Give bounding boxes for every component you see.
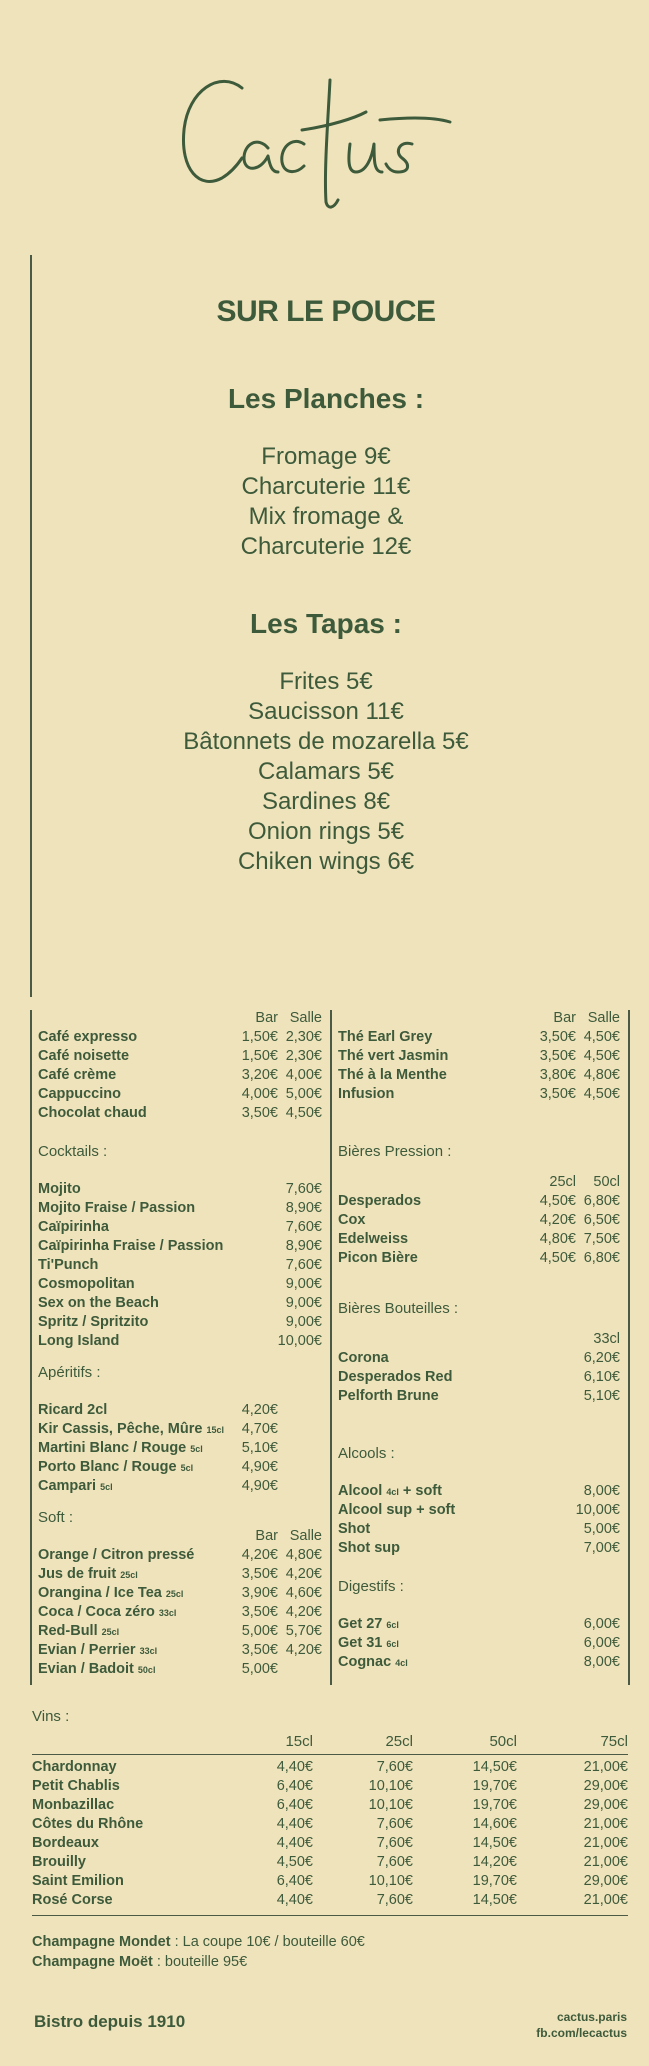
price-salle: 2,30€: [285, 1048, 322, 1064]
table-row: [32, 1797, 628, 1816]
alcools-heading: Alcools :: [338, 1445, 395, 1462]
item-name: Sex on the Beach: [38, 1295, 159, 1311]
wine-name: Chardonnay: [32, 1759, 117, 1775]
price-15cl: 4,40€: [276, 1835, 313, 1851]
planches-list: [32, 442, 620, 562]
list-item: [338, 1048, 620, 1067]
item-name: Shot sup: [338, 1540, 401, 1556]
price-salle: 5,00€: [285, 1086, 322, 1102]
price: 9,00€: [285, 1295, 322, 1311]
price-bar: 3,80€: [539, 1067, 576, 1083]
wine-name: Petit Chablis: [32, 1778, 120, 1794]
item-name: Long Island: [38, 1333, 120, 1349]
price-bar: 3,50€: [241, 1604, 278, 1620]
list-item: [38, 1642, 322, 1661]
list-item: [338, 1193, 620, 1212]
price: 4,90€: [241, 1478, 278, 1494]
list-item: [338, 1540, 620, 1559]
list-item: [38, 1105, 322, 1124]
item-name: Corona: [338, 1350, 389, 1366]
item-name: Get 31 6cl: [338, 1635, 399, 1651]
price-15cl: 6,40€: [276, 1778, 313, 1794]
price: 6,10€: [583, 1369, 620, 1385]
champagne-list: [32, 1932, 365, 1972]
item-name: Jus de fruit 25cl: [38, 1566, 138, 1582]
price-bar: 5,00€: [241, 1661, 278, 1677]
item-name: Caïpirinha: [38, 1219, 109, 1235]
price-75cl: 21,00€: [583, 1835, 628, 1851]
list-item: [338, 1231, 620, 1250]
planches-heading: Les Planches :: [227, 383, 425, 414]
tapas-item: Onion rings 5€: [247, 818, 405, 845]
item-name: Thé vert Jasmin: [338, 1048, 449, 1064]
price-25cl: 10,10€: [368, 1797, 413, 1813]
tapas-item: Sardines 8€: [261, 788, 391, 815]
tapas-item: Bâtonnets de mozarella 5€: [183, 728, 469, 755]
list-item: [338, 1616, 620, 1635]
item-name: Chocolat chaud: [38, 1105, 147, 1121]
hot-drinks-list: [38, 1029, 322, 1124]
aperitifs-heading: Apéritifs :: [38, 1364, 101, 1381]
col-header-25cl: 25cl: [385, 1733, 413, 1750]
price-15cl: 6,40€: [276, 1873, 313, 1889]
price-salle: 4,80€: [285, 1547, 322, 1563]
item-name: Thé à la Menthe: [338, 1067, 447, 1083]
item-name: Desperados: [338, 1193, 422, 1209]
item-name: Edelweiss: [338, 1231, 409, 1247]
item-name: Ricard 2cl: [38, 1402, 108, 1418]
wine-name: Monbazillac: [32, 1797, 115, 1813]
price-50cl: 14,20€: [472, 1854, 517, 1870]
price: 7,60€: [285, 1219, 322, 1235]
price-75cl: 21,00€: [583, 1759, 628, 1775]
list-item: [338, 1067, 620, 1086]
list-item: [38, 1333, 322, 1352]
price-salle: 4,00€: [285, 1067, 322, 1083]
footer-links: [536, 2009, 627, 2041]
tapas-item: Calamars 5€: [257, 758, 395, 785]
price-25cl: 4,50€: [539, 1250, 576, 1266]
drinks-right-column: [334, 1010, 630, 1685]
planche-item: Charcuterie 12€: [240, 533, 412, 560]
list-item: [38, 1623, 322, 1642]
planche-item: Fromage 9€: [261, 443, 391, 470]
item-name: Red-Bull 25cl: [38, 1623, 120, 1639]
price-15cl: 4,40€: [276, 1892, 313, 1908]
tea-list: [338, 1029, 620, 1105]
list-item: [338, 1086, 620, 1105]
item-name: Picon Bière: [338, 1250, 418, 1266]
vins-list: [32, 1755, 628, 1916]
list-item: [38, 1604, 322, 1623]
wine-name: Saint Emilion: [32, 1873, 124, 1889]
price-bar: 5,00€: [241, 1623, 278, 1639]
item-name: Alcool sup + soft: [338, 1502, 456, 1518]
item-name: Cappuccino: [38, 1086, 121, 1102]
table-row: [32, 1854, 628, 1873]
section-title: SUR LE POUCE: [216, 295, 436, 328]
vins-heading: Vins :: [32, 1708, 70, 1725]
item-name: Coca / Coca zéro 33cl: [38, 1604, 177, 1620]
price-75cl: 29,00€: [583, 1797, 628, 1813]
price-25cl: 7,60€: [376, 1816, 413, 1832]
list-item: [38, 1585, 322, 1604]
alcools-list: [338, 1483, 620, 1559]
list-item: [338, 1502, 620, 1521]
price-salle: 4,80€: [583, 1067, 620, 1083]
list-item: [38, 1238, 322, 1257]
col-header-25cl: 25cl: [549, 1174, 576, 1190]
drinks-left-column: [30, 1010, 332, 1685]
price: 6,00€: [583, 1635, 620, 1651]
col-header-15cl: 15cl: [285, 1733, 313, 1750]
price-75cl: 29,00€: [583, 1778, 628, 1794]
price-bar: 1,50€: [241, 1048, 278, 1064]
price-salle: 4,20€: [285, 1642, 322, 1658]
list-item: [338, 1029, 620, 1048]
champagne-price: : La coupe 10€ / bouteille 60€: [170, 1934, 365, 1950]
pression-heading: Bières Pression :: [338, 1143, 452, 1160]
list-item: [338, 1369, 620, 1388]
price-25cl: 10,10€: [368, 1778, 413, 1794]
price-bar: 4,20€: [241, 1547, 278, 1563]
item-name: Cosmopolitan: [38, 1276, 135, 1292]
tapas-item: Frites 5€: [279, 668, 373, 695]
price-75cl: 21,00€: [583, 1816, 628, 1832]
item-name: Kir Cassis, Pêche, Mûre 15cl: [38, 1421, 224, 1437]
list-item: [38, 1181, 322, 1200]
price-salle: 5,70€: [285, 1623, 322, 1639]
item-name: Get 27 6cl: [338, 1616, 399, 1632]
item-name: Cognac 4cl: [338, 1654, 408, 1670]
item-name: Café noisette: [38, 1048, 130, 1064]
wine-name: Brouilly: [32, 1854, 86, 1870]
price-bar: 3,50€: [539, 1048, 576, 1064]
price-bar: 3,50€: [241, 1642, 278, 1658]
tea-header: [338, 1010, 620, 1029]
price-bar: 3,90€: [241, 1585, 278, 1601]
price: 6,00€: [583, 1616, 620, 1632]
digestifs-heading: Digestifs :: [338, 1578, 404, 1595]
price-salle: 4,20€: [285, 1604, 322, 1620]
price-50cl: 7,50€: [583, 1231, 620, 1247]
champagne-name: Champagne Mondet: [32, 1934, 171, 1950]
sur-le-pouce-section: [30, 255, 620, 997]
list-item: [38, 1547, 322, 1566]
bouteilles-header: [338, 1331, 620, 1350]
tapas-item: Chiken wings 6€: [237, 848, 415, 875]
list-item: [338, 1635, 620, 1654]
price: 10,00€: [575, 1502, 620, 1518]
soft-heading: Soft :: [38, 1509, 74, 1526]
list-item: [38, 1048, 322, 1067]
price-50cl: 19,70€: [472, 1873, 517, 1889]
col-header-bar: Bar: [255, 1010, 278, 1026]
price-bar: 3,50€: [241, 1105, 278, 1121]
price-bar: 1,50€: [241, 1029, 278, 1045]
price-50cl: 14,50€: [472, 1759, 517, 1775]
list-item: [338, 1483, 620, 1502]
pression-header: [338, 1174, 620, 1193]
wine-name: Côtes du Rhône: [32, 1816, 144, 1832]
price: 9,00€: [285, 1276, 322, 1292]
item-name: Orangina / Ice Tea 25cl: [38, 1585, 184, 1601]
item-name: Caïpirinha Fraise / Passion: [38, 1238, 224, 1254]
price-bar: 3,50€: [241, 1566, 278, 1582]
list-item: [38, 1440, 322, 1459]
price-salle: 4,50€: [583, 1048, 620, 1064]
price-bar: 3,50€: [539, 1086, 576, 1102]
tapas-heading: Les Tapas :: [250, 608, 402, 639]
price-50cl: 19,70€: [472, 1778, 517, 1794]
list-item: [38, 1661, 322, 1680]
price-bar: 3,20€: [241, 1067, 278, 1083]
table-row: [32, 1778, 628, 1797]
col-header-50cl: 50cl: [489, 1733, 517, 1750]
table-row: [32, 1835, 628, 1854]
price: 6,20€: [583, 1350, 620, 1366]
price-salle: 4,50€: [583, 1029, 620, 1045]
champagne-item: [32, 1952, 365, 1972]
list-item: [338, 1250, 620, 1269]
list-item: [38, 1086, 322, 1105]
price: 5,10€: [241, 1440, 278, 1456]
price-25cl: 4,80€: [539, 1231, 576, 1247]
item-name: Pelforth Brune: [338, 1388, 439, 1404]
hot-drinks-header: [38, 1010, 322, 1029]
col-header-33cl: 33cl: [593, 1331, 620, 1347]
item-name: Mojito: [38, 1181, 81, 1197]
soft-list: [38, 1547, 322, 1680]
cactus-logo: [180, 60, 470, 230]
list-item: [38, 1459, 322, 1478]
item-name: Cox: [338, 1212, 366, 1228]
price-bar: 4,00€: [241, 1086, 278, 1102]
price-salle: 4,50€: [285, 1105, 322, 1121]
list-item: [38, 1421, 322, 1440]
price-50cl: 14,50€: [472, 1892, 517, 1908]
price-50cl: 19,70€: [472, 1797, 517, 1813]
cocktails-list: [38, 1181, 322, 1352]
price-75cl: 21,00€: [583, 1892, 628, 1908]
price: 5,10€: [583, 1388, 620, 1404]
price-15cl: 4,50€: [276, 1854, 313, 1870]
website-link[interactable]: cactus.paris: [556, 2010, 627, 2024]
price-25cl: 4,50€: [539, 1193, 576, 1209]
bouteilles-list: [338, 1350, 620, 1407]
table-row: [32, 1759, 628, 1778]
item-name: Evian / Perrier 33cl: [38, 1642, 158, 1658]
price: 7,60€: [285, 1181, 322, 1197]
list-item: [38, 1257, 322, 1276]
list-item: [38, 1314, 322, 1333]
facebook-link[interactable]: fb.com/lecactus: [536, 2026, 627, 2040]
list-item: [338, 1350, 620, 1369]
digestifs-list: [338, 1616, 620, 1673]
price: 9,00€: [285, 1314, 322, 1330]
champagne-name: Champagne Moët: [32, 1954, 153, 1970]
price: 5,00€: [583, 1521, 620, 1537]
price-25cl: 10,10€: [368, 1873, 413, 1889]
price-15cl: 6,40€: [276, 1797, 313, 1813]
item-name: Ti'Punch: [38, 1257, 99, 1273]
item-name: Thé Earl Grey: [338, 1029, 433, 1045]
col-header-salle: Salle: [587, 1010, 620, 1026]
price-25cl: 7,60€: [376, 1759, 413, 1775]
list-item: [38, 1566, 322, 1585]
list-item: [338, 1521, 620, 1540]
col-header-75cl: 75cl: [600, 1733, 628, 1750]
price: 7,60€: [285, 1257, 322, 1273]
price: 4,90€: [241, 1459, 278, 1475]
price-25cl: 7,60€: [376, 1854, 413, 1870]
list-item: [38, 1029, 322, 1048]
price: 8,00€: [583, 1654, 620, 1670]
col-header-salle: Salle: [289, 1528, 322, 1544]
price-salle: 4,50€: [583, 1086, 620, 1102]
price: 7,00€: [583, 1540, 620, 1556]
list-item: [38, 1067, 322, 1086]
col-header-bar: Bar: [553, 1010, 576, 1026]
price-bar: 3,50€: [539, 1029, 576, 1045]
vins-section: [32, 1708, 628, 1916]
tapas-item: Saucisson 11€: [248, 698, 404, 725]
tapas-list: [32, 667, 620, 877]
list-item: [338, 1212, 620, 1231]
item-name: Shot: [338, 1521, 371, 1537]
item-name: Café expresso: [38, 1029, 138, 1045]
price-50cl: 6,80€: [583, 1193, 620, 1209]
col-header-salle: Salle: [289, 1010, 322, 1026]
item-name: Alcool 4cl + soft: [338, 1483, 442, 1499]
champagne-price: : bouteille 95€: [152, 1954, 248, 1970]
price: 4,70€: [241, 1421, 278, 1437]
list-item: [338, 1654, 620, 1673]
item-name: Campari 5cl: [38, 1478, 113, 1494]
price: 8,90€: [285, 1238, 322, 1254]
price-salle: 4,60€: [285, 1585, 322, 1601]
list-item: [38, 1295, 322, 1314]
list-item: [38, 1402, 322, 1421]
price-15cl: 4,40€: [276, 1759, 313, 1775]
wine-name: Rosé Corse: [32, 1892, 113, 1908]
item-name: Martini Blanc / Rouge 5cl: [38, 1440, 203, 1456]
cocktails-heading: Cocktails :: [38, 1143, 108, 1160]
list-item: [38, 1276, 322, 1295]
wine-name: Bordeaux: [32, 1835, 99, 1851]
vins-header: [32, 1733, 628, 1755]
price: 10,00€: [277, 1333, 322, 1349]
list-item: [38, 1200, 322, 1219]
price-salle: 2,30€: [285, 1029, 322, 1045]
price: 8,00€: [583, 1483, 620, 1499]
list-item: [38, 1478, 322, 1497]
price-75cl: 21,00€: [583, 1854, 628, 1870]
price-50cl: 14,60€: [472, 1816, 517, 1832]
pression-list: [338, 1193, 620, 1269]
price-75cl: 29,00€: [583, 1873, 628, 1889]
price-50cl: 6,80€: [583, 1250, 620, 1266]
price-25cl: 7,60€: [376, 1835, 413, 1851]
soft-header: [38, 1528, 322, 1547]
footer-tagline: Bistro depuis 1910: [34, 2012, 186, 2031]
price: 8,90€: [285, 1200, 322, 1216]
item-name: Desperados Red: [338, 1369, 453, 1385]
item-name: Café crème: [38, 1067, 117, 1083]
list-item: [38, 1219, 322, 1238]
table-row: [32, 1816, 628, 1835]
planche-item: Mix fromage &: [248, 503, 404, 530]
aperitifs-list: [38, 1402, 322, 1497]
col-header-50cl: 50cl: [593, 1174, 620, 1190]
price-15cl: 4,40€: [276, 1816, 313, 1832]
list-item: [338, 1388, 620, 1407]
price-25cl: 7,60€: [376, 1892, 413, 1908]
item-name: Evian / Badoit 50cl: [38, 1661, 156, 1677]
table-row: [32, 1892, 628, 1911]
item-name: Infusion: [338, 1086, 395, 1102]
price-50cl: 6,50€: [583, 1212, 620, 1228]
champagne-item: [32, 1932, 365, 1952]
price-salle: 4,20€: [285, 1566, 322, 1582]
table-row: [32, 1873, 628, 1892]
item-name: Spritz / Spritzito: [38, 1314, 149, 1330]
price-50cl: 14,50€: [472, 1835, 517, 1851]
price-25cl: 4,20€: [539, 1212, 576, 1228]
bouteilles-heading: Bières Bouteilles :: [338, 1300, 459, 1317]
item-name: Mojito Fraise / Passion: [38, 1200, 196, 1216]
price: 4,20€: [241, 1402, 278, 1418]
planche-item: Charcuterie 11€: [241, 473, 411, 500]
col-header-bar: Bar: [255, 1528, 278, 1544]
item-name: Porto Blanc / Rouge 5cl: [38, 1459, 194, 1475]
item-name: Orange / Citron pressé: [38, 1547, 195, 1563]
